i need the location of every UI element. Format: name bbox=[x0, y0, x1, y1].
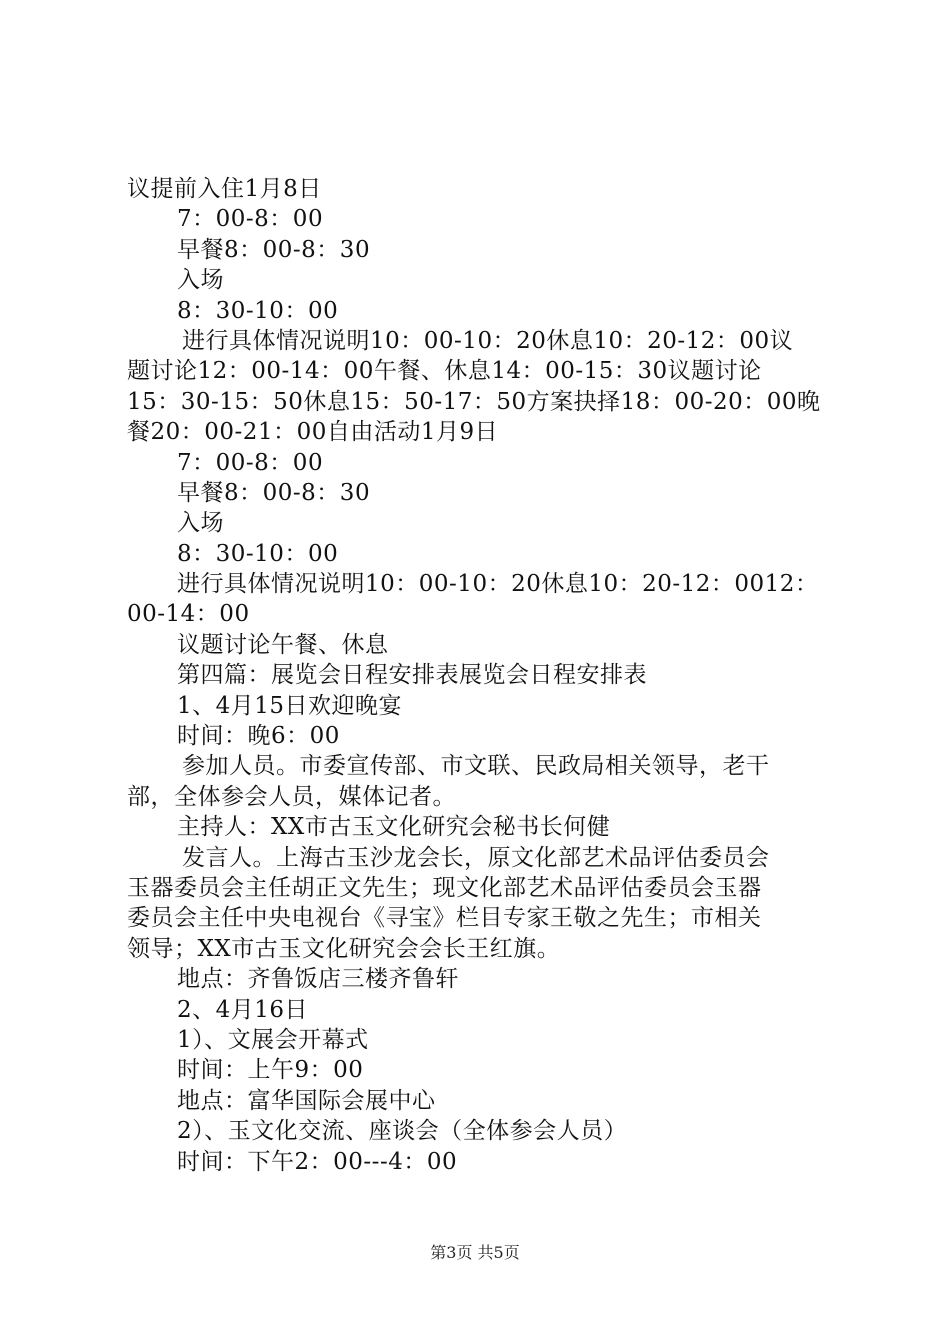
text-line: 15：30-15：50休息15：50-17：50方案抉择18：00-20：00晚 bbox=[127, 388, 821, 415]
text-line: 主持人：XX市古玉文化研究会秘书长何健 bbox=[177, 814, 611, 841]
text-line: 题讨论12：00-14：00午餐、休息14：00-15：30议题讨论 bbox=[127, 358, 762, 385]
text-line: 早餐8：00-8：30 bbox=[177, 236, 371, 263]
text-line: 发言人。上海古玉沙龙会长，原文化部艺术品评估委员会 bbox=[182, 844, 770, 871]
document-body bbox=[127, 174, 833, 1177]
page-footer: 第3页 共5页 bbox=[430, 1243, 520, 1262]
text-line: 进行具体情况说明10：00-10：20休息10：20-12：00议 bbox=[182, 327, 794, 354]
text-line: 1、4月15日欢迎晚宴 bbox=[177, 692, 403, 719]
text-line: 早餐8：00-8：30 bbox=[177, 479, 371, 506]
text-line: 00-14：00 bbox=[127, 601, 250, 628]
text-line: 参加人员。市委宣传部、市文联、民政局相关领导，老干 bbox=[182, 753, 770, 780]
text-line: 入场 bbox=[177, 267, 224, 294]
text-line: 议题讨论午餐、休息 bbox=[177, 631, 389, 658]
text-line: 时间：上午9：00 bbox=[177, 1057, 364, 1084]
text-line: 领导；XX市古玉文化研究会会长王红旗。 bbox=[127, 935, 561, 962]
text-line: 餐20：00-21：00自由活动1月9日 bbox=[127, 419, 499, 446]
text-line: 地点：富华国际会展中心 bbox=[177, 1087, 436, 1114]
text-line: 8：30-10：00 bbox=[177, 540, 339, 567]
text-line: 地点：齐鲁饭店三楼齐鲁轩 bbox=[177, 966, 459, 993]
text-line: 2、4月16日 bbox=[177, 996, 309, 1023]
text-line: 2）、玉文化交流、座谈会（全体参会人员） bbox=[177, 1118, 628, 1145]
text-line: 玉器委员会主任胡正文先生；现文化部艺术品评估委员会玉器 bbox=[127, 874, 762, 901]
text-line: 1）、文展会开幕式 bbox=[177, 1026, 369, 1053]
text-line: 委员会主任中央电视台《寻宝》栏目专家王敬之先生；市相关 bbox=[127, 905, 762, 932]
text-line: 入场 bbox=[177, 510, 224, 537]
text-line: 进行具体情况说明10：00-10：20休息10：20-12：0012： bbox=[177, 571, 819, 598]
text-line: 议提前入住1月8日 bbox=[127, 176, 322, 202]
section-heading: 第四篇：展览会日程安排表展览会日程安排表 bbox=[177, 662, 647, 689]
text-line: 时间：晚6：00 bbox=[177, 723, 340, 750]
text-line: 7：00-8：00 bbox=[177, 206, 324, 233]
text-line: 部，全体参会人员，媒体记者。 bbox=[127, 783, 456, 810]
text-line: 时间：下午2：00---4：00 bbox=[177, 1148, 458, 1175]
text-line: 7：00-8：00 bbox=[177, 449, 324, 476]
text-line: 8：30-10：00 bbox=[177, 297, 339, 324]
